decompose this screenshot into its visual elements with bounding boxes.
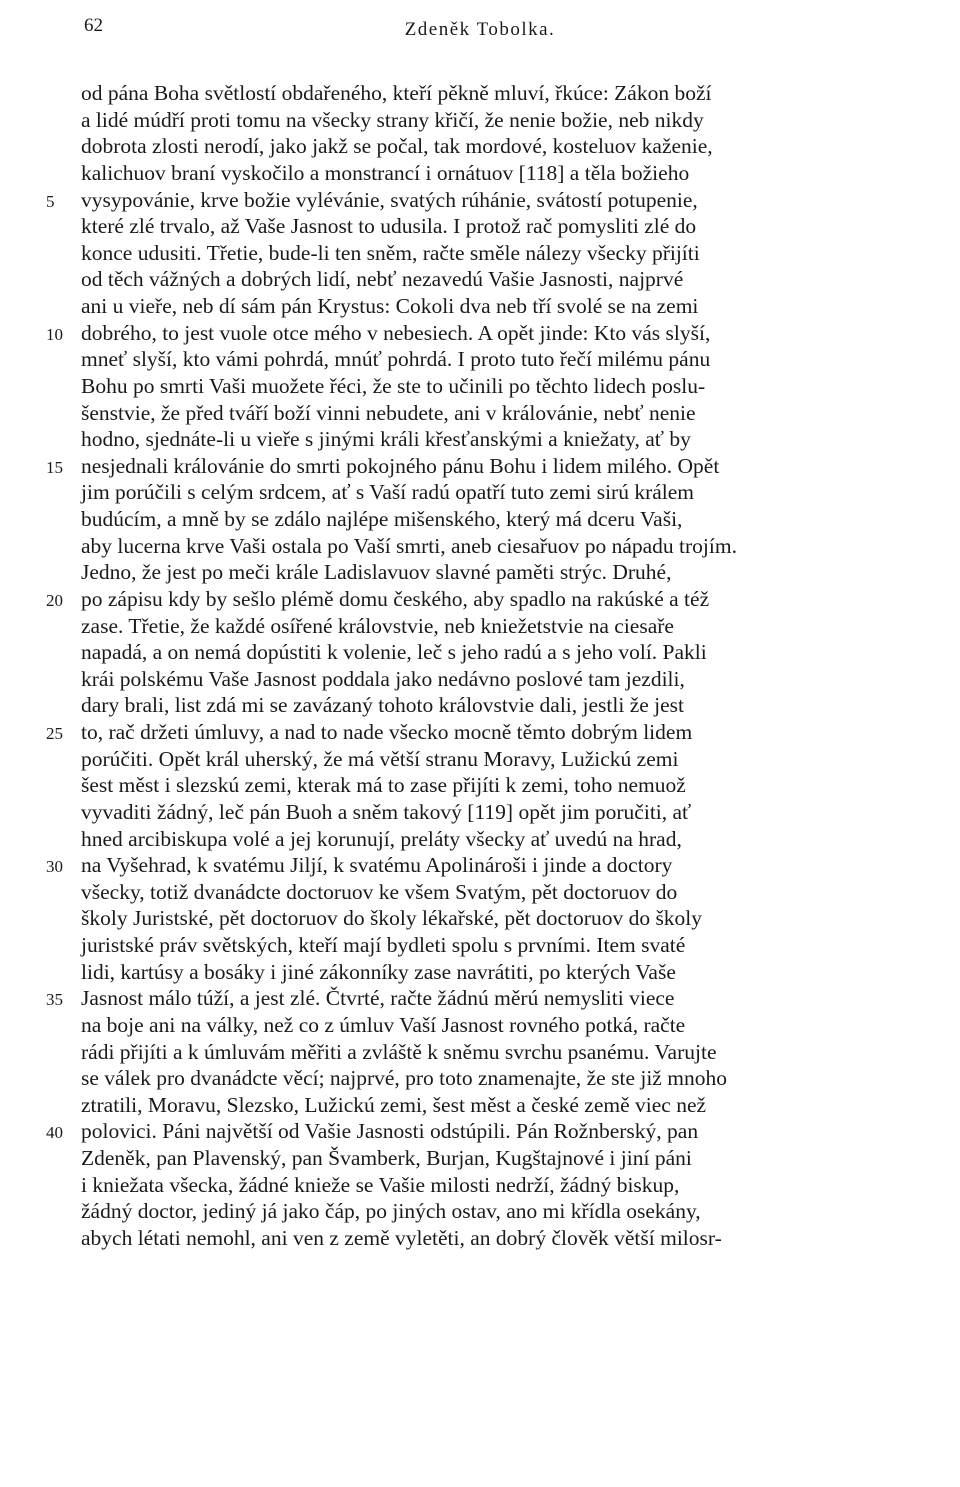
text-line (0, 666, 960, 693)
line-number: 40 (46, 1123, 63, 1143)
line-text: ztratili, Moravu, Slezsko, Lužickú zemi, šest měst a české země viec než (81, 1092, 707, 1117)
text-line (0, 746, 960, 773)
text-line (0, 266, 960, 293)
line-text: krái polskému Vaše Jasnost poddala jako nedávno poslové tam jezdili, (81, 666, 685, 691)
text-line (0, 479, 960, 506)
text-line (0, 719, 960, 746)
text-line (0, 692, 960, 719)
text-line (0, 240, 960, 267)
text-line (0, 1118, 960, 1145)
text-line (0, 213, 960, 240)
text-line (0, 1198, 960, 1225)
text-line (0, 905, 960, 932)
text-line (0, 1145, 960, 1172)
line-text: na Vyšehrad, k svatému Jiljí, k svatému Apolinároši i jinde a doctory (81, 853, 673, 878)
running-head: Zdeněk Tobolka. (404, 19, 556, 40)
text-line (0, 932, 960, 959)
line-number: 15 (46, 457, 63, 477)
line-text: Zdeněk, pan Plavenský, pan Švamberk, Burjan, Kugštajnové i jiní páni (81, 1146, 692, 1170)
line-number: 35 (46, 990, 63, 1010)
line-text: se válek pro dvanádcte věcí; najprvé, pro toto znamenajte, že ste již mnoho (81, 1066, 727, 1091)
text-line (0, 373, 960, 400)
text-line (0, 1065, 960, 1092)
line-number: 25 (46, 724, 63, 743)
line-text: Jedno, že jest po meči krále Ladislavuov slavné paměti strýc. Druhé, (81, 560, 672, 585)
line-text: na boje ani na války, než co z úmluv Vaší Jasnost rovného potká, račte (81, 1012, 686, 1037)
line-number: 20 (46, 590, 63, 610)
text-line (0, 187, 960, 214)
line-text: od těch vážných a dobrých lidí, nebť nezavedú Vašie Jasnosti, najprvé (81, 267, 684, 292)
text-line (0, 400, 960, 427)
text-line (0, 533, 960, 560)
text-line (0, 879, 960, 906)
line-text: žádný doctor, jediný já jako čáp, po jiných ostav, ano mi křídla osekány, (81, 1199, 701, 1224)
line-text: školy Juristské, pět doctoruov do školy lékařské, pět doctoruov do školy (81, 906, 703, 931)
line-text: dary brali, list zdá mi se zavázaný tohoto královstvie dali, jestli že jest (81, 693, 685, 718)
line-text: i kniežata všecka, žádné knieže se Vašie milosti nedrží, žádný biskup, (81, 1172, 680, 1197)
line-text: kalichuov braní vyskočilo a monstrancí i ornátuov [118] a těla božieho (81, 160, 690, 185)
line-text: jim porúčili s celým srdcem, ať s Vaší radú opatří tuto zemi sirú králem (81, 480, 695, 505)
text-line (0, 1039, 960, 1066)
line-text: které zlé trvalo, až Vaše Jasnost to udusila. I protož rač pomysliti zlé do (81, 214, 697, 239)
line-text: dobrota zlosti nerodí, jako jakž se počal, tak mordové, kosteluov kaženie, (81, 134, 713, 159)
line-text: rádi přijíti a k úmluvám měřiti a zvláště k sněmu svrchu psanému. Varujte (81, 1039, 717, 1064)
line-number: 30 (46, 857, 63, 877)
page-number: 62 (84, 15, 103, 36)
text-body (0, 80, 960, 1252)
line-text: napadá, a on nemá dopústiti k volenie, leč s jeho radú a s jeho volí. Pakli (81, 640, 707, 665)
line-text: a lidé múdří proti tomu na všecky strany křičí, že nenie božie, neb nikdy (81, 107, 704, 132)
line-text: všecky, totiž dvanádcte doctoruov ke všem Svatým, pět doctoruov do (81, 879, 678, 904)
text-line (0, 107, 960, 134)
text-line (0, 1012, 960, 1039)
line-text: juristské práv světských, kteří mají bydleti spolu s prvními. Item svaté (81, 933, 686, 957)
text-line (0, 586, 960, 613)
line-text: vysypovánie, krve božie vylévánie, svatých rúhánie, svátostí potupenie, (81, 187, 698, 212)
line-text: aby lucerna krve Vaši ostala po Vaší smrti, aneb ciesařuov po nápadu trojím. (81, 533, 737, 558)
text-line (0, 959, 960, 986)
text-line (0, 80, 960, 107)
line-number: 5 (46, 191, 55, 211)
line-text: od pána Boha světlostí obdařeného, kteří pěkně mluví, řkúce: Zákon boží (81, 81, 712, 105)
text-line (0, 293, 960, 320)
line-text: po zápisu kdy by sešlo plémě domu českého, aby spadlo na rakúské a též (81, 586, 710, 611)
line-text: Bohu po smrti Vaši muožete řéci, že ste to učinili po těchto lidech poslu- (81, 373, 706, 398)
line-text: vyvaditi žádný, leč pán Buoh a sněm takový [119] opět jim poručiti, ať (81, 799, 692, 824)
text-line (0, 506, 960, 533)
line-text: šest měst i slezskú zemi, kterak má to zase přijíti k zemi, toho nemuož (81, 773, 686, 798)
text-line (0, 160, 960, 187)
line-text: polovici. Páni najvětší od Vašie Jasnosti odstúpili. Pán Rožnberský, pan (81, 1119, 699, 1144)
text-line (0, 852, 960, 879)
text-line (0, 1092, 960, 1119)
line-text: dobrého, to jest vuole otce mého v nebesiech. A opět jinde: Kto vás slyší, (81, 320, 711, 345)
line-number: 10 (46, 324, 63, 344)
text-line (0, 639, 960, 666)
text-line (0, 826, 960, 853)
text-line (0, 453, 960, 480)
text-line (0, 772, 960, 799)
text-line (0, 799, 960, 826)
line-text: budúcím, a mně by se zdálo najlépe mišenského, který má dceru Vaši, (81, 507, 683, 531)
text-line (0, 426, 960, 453)
text-line (0, 1172, 960, 1199)
line-text: mneť slyší, kto vámi pohrdá, mnúť pohrdá. I proto tuto řečí milému pánu (81, 347, 711, 372)
line-text: porúčiti. Opět král uherský, že má větší stranu Moravy, Lužickú zemi (81, 746, 679, 771)
line-text: abych létati nemohl, ani ven z země vyletěti, an dobrý člověk větší milosr- (81, 1225, 722, 1250)
text-line (0, 985, 960, 1012)
line-text: Jasnost málo túží, a jest zlé. Čtvrté, račte žádnú měrú nemysliti viece (81, 986, 675, 1011)
line-text: lidi, kartúsy a bosáky i jiné zákonníky zase navrátiti, po kterých Vaše (81, 959, 676, 984)
line-text: hned arcibiskupa volé a jej korunují, preláty všecky ať uvedú na hrad, (81, 826, 682, 851)
text-line (0, 1225, 960, 1252)
line-text: to, rač držeti úmluvy, a nad to nade všecko mocně těmto dobrým lidem (81, 720, 693, 744)
line-text: hodno, sjednáte-li u vieře s jinými králi křesťanskými a kniežaty, ať by (81, 427, 691, 452)
line-text: nesjednali královánie do smrti pokojného pánu Bohu i lidem milého. Opět (81, 453, 720, 478)
text-line (0, 613, 960, 640)
line-text: šenstvie, že před tváří boží vinni nebudete, ani v královánie, nebť nenie (81, 400, 696, 425)
text-line (0, 559, 960, 586)
text-line (0, 320, 960, 347)
text-line (0, 133, 960, 160)
text-line (0, 346, 960, 373)
line-text: konce udusiti. Třetie, bude-li ten sněm, račte směle nálezy všecky přijíti (81, 240, 700, 265)
line-text: zase. Třetie, že každé osířené královstvie, neb kniežetstvie na ciesaře (81, 613, 674, 638)
line-text: ani u vieře, neb dí sám pán Krystus: Cokoli dva neb tří svolé se na zemi (81, 294, 699, 318)
